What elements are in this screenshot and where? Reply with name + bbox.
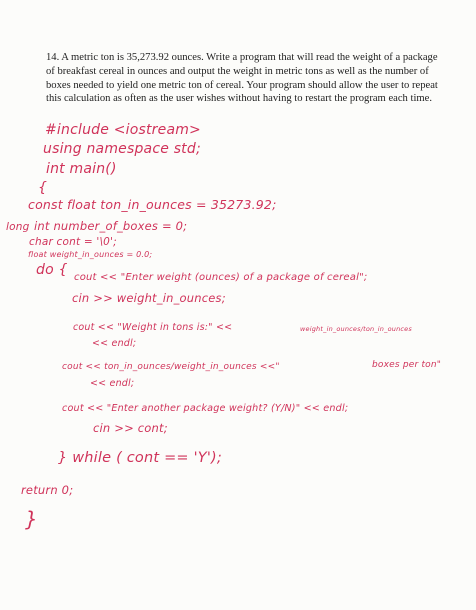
main-open-brace: { — [38, 180, 48, 196]
using-namespace-line: using namespace std; — [43, 141, 201, 157]
endl-line-1: << endl; — [92, 338, 137, 349]
problem-statement: 14. A metric ton is 35,273.92 ounces. Write a program that will read the weight of a package of breakfast cereal in ounces and output the weight in metric tons as well as the number of boxes needed to yield one metric ton of cereal. Your program should allow the user to repeat this calculation as often as the user wishes without having to restart the program each time. — [46, 52, 438, 105]
do-open-line: do { — [36, 262, 68, 278]
cout-another-package-line: cout << "Enter another package weight? (Y/N)" << endl; — [62, 403, 349, 414]
weight-division-expression: weight_in_ounces/ton_in_ounces — [300, 325, 412, 333]
cin-weight-line: cin >> weight_in_ounces; — [72, 291, 226, 305]
cin-cont-line: cin >> cont; — [93, 421, 168, 435]
const-ton-line: const float ton_in_ounces = 35273.92; — [28, 197, 277, 212]
cout-weight-tons-line: cout << "Weight in tons is:" << — [73, 322, 233, 333]
cout-enter-weight-line: cout << "Enter weight (ounces) of a package of cereal"; — [74, 272, 368, 283]
long-keyword: long — [6, 221, 30, 233]
main-close-brace: } — [25, 507, 38, 531]
include-line: #include <iostream> — [45, 122, 201, 138]
boxes-per-ton-string: boxes per ton" — [372, 360, 442, 370]
endl-line-2: << endl; — [90, 378, 135, 389]
main-signature-line: int main() — [46, 161, 117, 177]
cout-boxes-line: cout << ton_in_ounces/weight_in_ounces <<" — [62, 362, 280, 372]
char-cont-line: char cont = '\0'; — [29, 236, 117, 248]
return-line: return 0; — [21, 483, 74, 497]
number-of-boxes-line: int number_of_boxes = 0; — [34, 219, 188, 233]
while-condition-line: } while ( cont == 'Y'); — [58, 450, 222, 466]
float-weight-line: float weight_in_ounces = 0.0; — [28, 250, 153, 259]
